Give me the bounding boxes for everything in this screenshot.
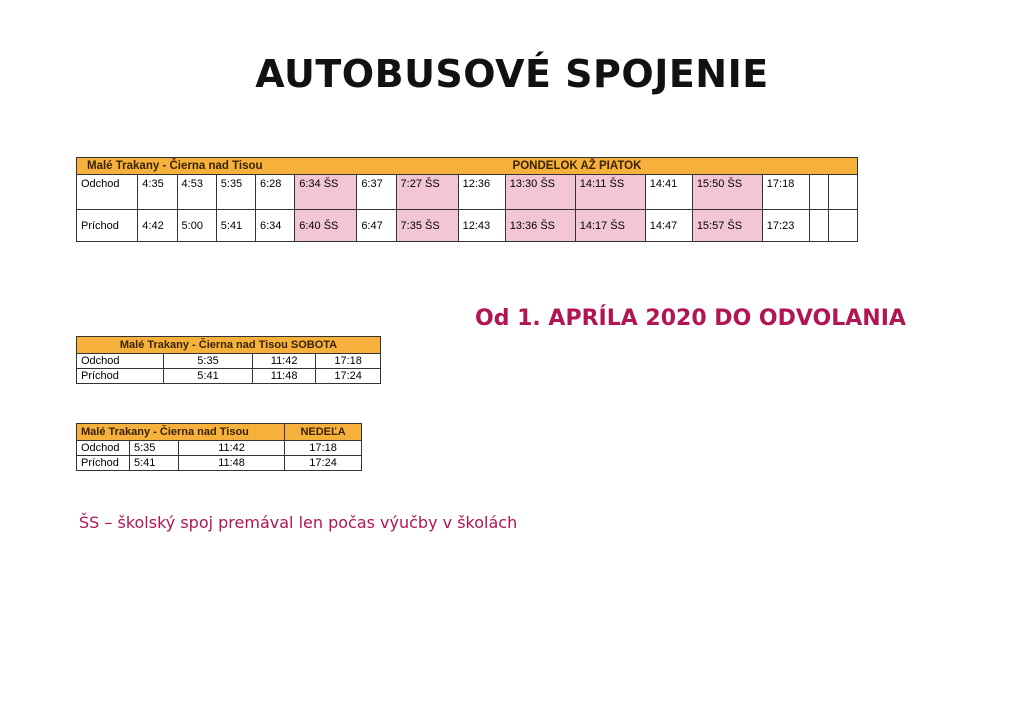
time-cell: 5:35 — [216, 175, 255, 210]
time-cell: 5:35 — [164, 354, 253, 369]
saturday-header: Malé Trakany - Čierna nad Tisou SOBOTA — [77, 337, 381, 354]
time-cell: 11:48 — [179, 456, 285, 471]
time-cell: 6:34 — [256, 210, 295, 242]
sunday-timetable — [76, 423, 362, 471]
time-cell: 5:41 — [164, 369, 253, 384]
weekday-row-departure — [77, 175, 858, 210]
school-time-cell: 7:35 ŠS — [396, 210, 458, 242]
weekday-header — [77, 158, 858, 175]
saturday-header-row — [77, 337, 381, 354]
time-cell: 5:41 — [130, 456, 179, 471]
time-cell: 17:18 — [762, 175, 809, 210]
weekday-route: Malé Trakany - Čierna nad Tisou — [87, 160, 263, 172]
time-cell: 17:18 — [285, 441, 362, 456]
row-label: Odchod — [77, 441, 130, 456]
time-cell: 6:47 — [357, 210, 396, 242]
time-cell: 11:42 — [253, 354, 316, 369]
row-label: Príchod — [77, 369, 164, 384]
saturday-row-departure — [77, 354, 381, 369]
school-time-cell: 15:50 ŠS — [692, 175, 762, 210]
time-cell: 17:23 — [762, 210, 809, 242]
time-cell: 17:24 — [285, 456, 362, 471]
time-cell: 4:42 — [138, 210, 177, 242]
saturday-timetable — [76, 336, 381, 384]
time-cell: 12:43 — [458, 210, 505, 242]
time-cell: 4:53 — [177, 175, 216, 210]
row-label: Príchod — [77, 210, 138, 242]
school-time-cell: 14:11 ŠS — [575, 175, 645, 210]
sunday-days: NEDEĽA — [285, 424, 362, 441]
row-label: Príchod — [77, 456, 130, 471]
page-title: AUTOBUSOVÉ SPOJENIE — [255, 52, 769, 96]
weekday-timetable — [76, 157, 858, 242]
school-time-cell: 13:36 ŠS — [505, 210, 575, 242]
time-cell: 5:35 — [130, 441, 179, 456]
school-time-cell: 7:27 ŠS — [396, 175, 458, 210]
row-label: Odchod — [77, 175, 138, 210]
empty-cell — [829, 175, 858, 210]
time-cell: 17:18 — [316, 354, 381, 369]
time-cell: 6:37 — [357, 175, 396, 210]
time-cell: 14:47 — [645, 210, 692, 242]
sunday-row-departure — [77, 441, 362, 456]
time-cell: 11:48 — [253, 369, 316, 384]
time-cell: 17:24 — [316, 369, 381, 384]
time-cell: 11:42 — [179, 441, 285, 456]
school-time-cell: 6:40 ŠS — [295, 210, 357, 242]
school-note: ŠS – školský spoj premával len počas výučby v školách — [79, 513, 518, 532]
saturday-row-arrival — [77, 369, 381, 384]
sunday-route: Malé Trakany - Čierna nad Tisou — [77, 424, 285, 441]
weekday-days: PONDELOK AŽ PIATOK — [512, 160, 642, 172]
time-cell: 6:28 — [256, 175, 295, 210]
time-cell: 5:41 — [216, 210, 255, 242]
weekday-row-arrival — [77, 210, 858, 242]
row-label: Odchod — [77, 354, 164, 369]
time-cell: 12:36 — [458, 175, 505, 210]
weekday-header-row — [77, 158, 858, 175]
sunday-header-row — [77, 424, 362, 441]
time-cell: 14:41 — [645, 175, 692, 210]
sunday-row-arrival — [77, 456, 362, 471]
time-cell: 5:00 — [177, 210, 216, 242]
empty-cell — [829, 210, 858, 242]
school-time-cell: 15:57 ŠS — [692, 210, 762, 242]
empty-cell — [810, 175, 829, 210]
time-cell: 4:35 — [138, 175, 177, 210]
school-time-cell: 14:17 ŠS — [575, 210, 645, 242]
school-time-cell: 6:34 ŠS — [295, 175, 357, 210]
empty-cell — [810, 210, 829, 242]
validity-period: Od 1. APRÍLA 2020 DO ODVOLANIA — [475, 306, 906, 331]
school-time-cell: 13:30 ŠS — [505, 175, 575, 210]
